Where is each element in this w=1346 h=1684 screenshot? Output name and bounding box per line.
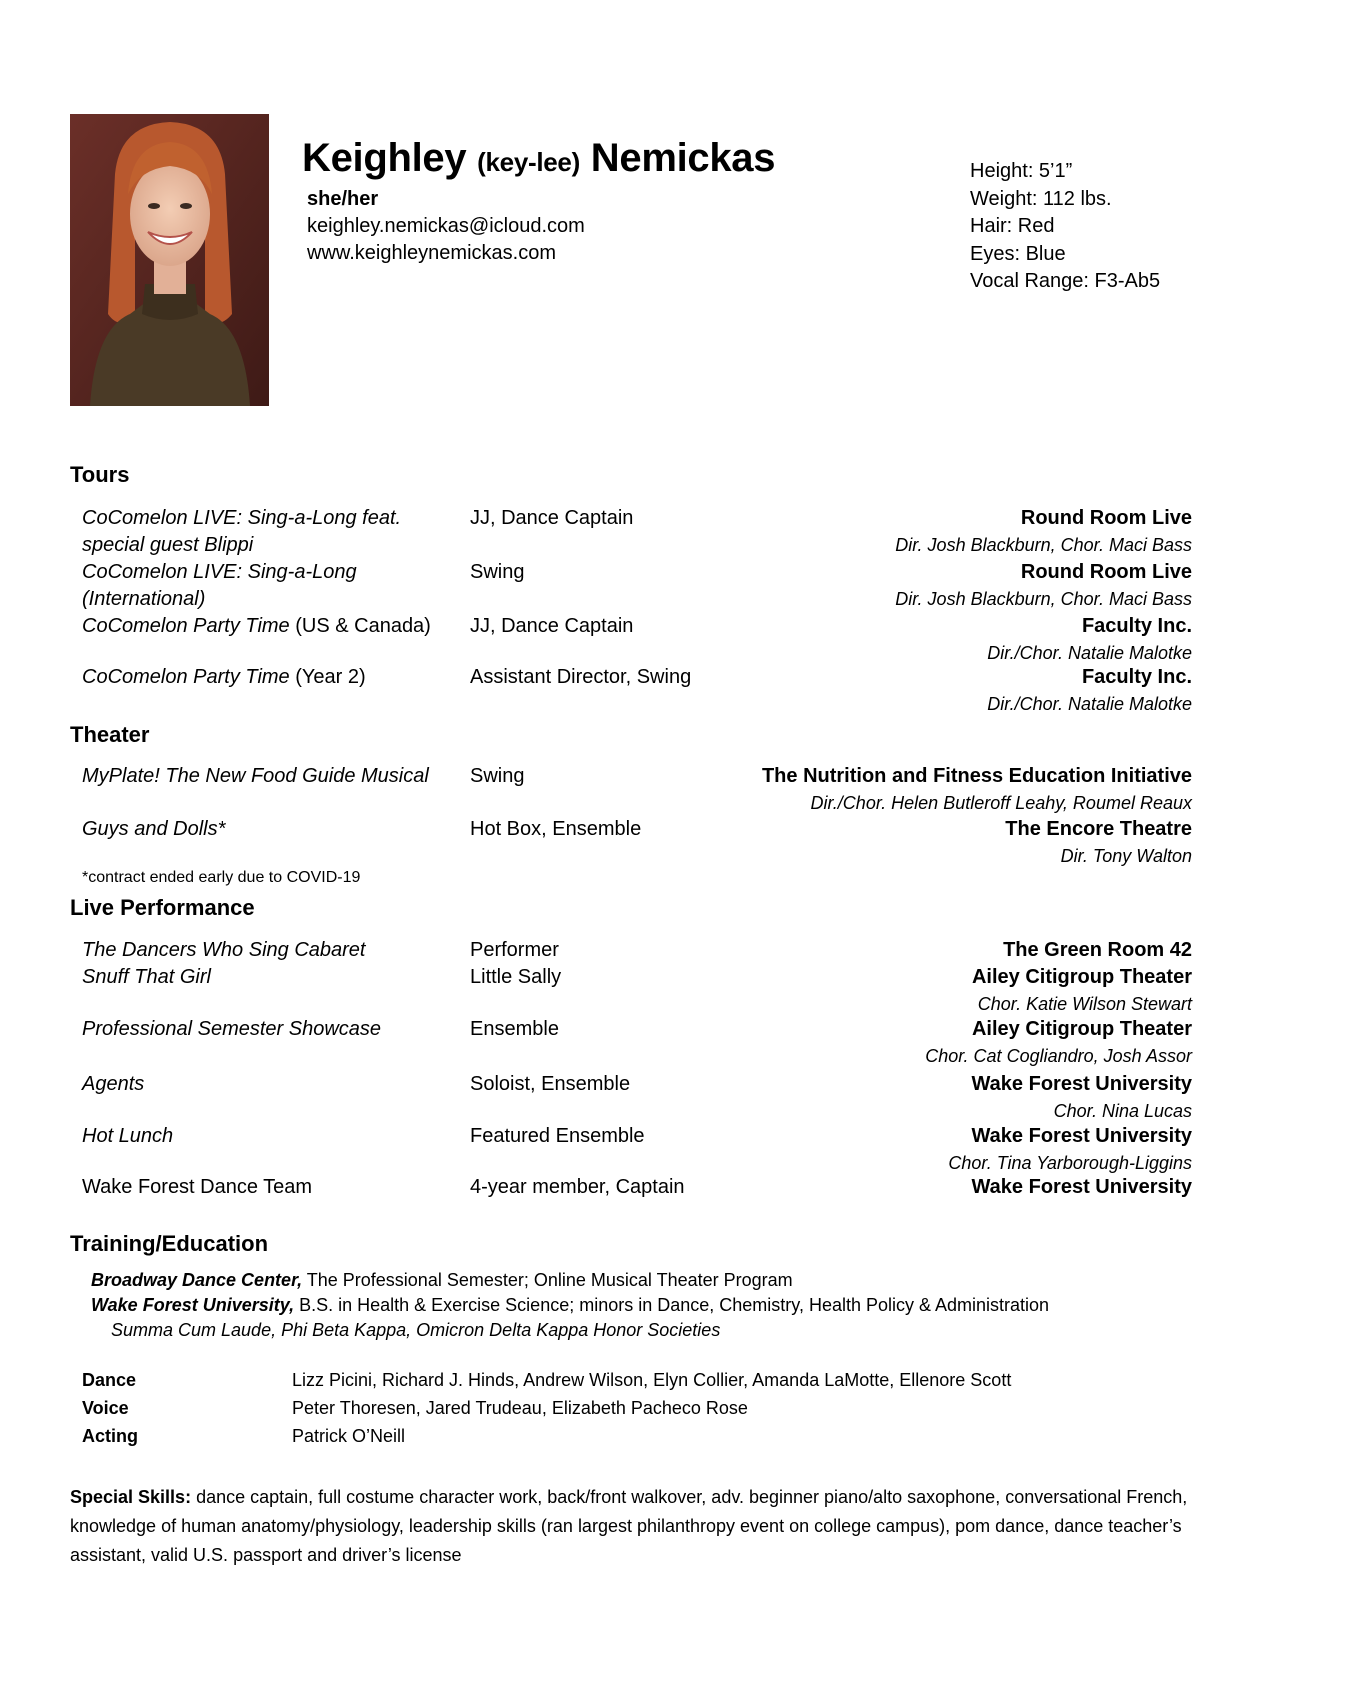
venue-director: Chor. Tina Yarborough-Liggins [948,1153,1192,1173]
credit-venue [987,613,1192,666]
teacher-category: Dance [82,1370,137,1390]
credit-show-suffix: (Year 2) [289,666,366,688]
credit-venue [1005,816,1192,869]
credit-role: Hot Box, Ensemble [470,818,642,840]
training-list [91,1268,1049,1343]
credit-show [82,559,462,613]
venue-name: Round Room Live [1020,561,1192,583]
venue-name: The Green Room 42 [1003,939,1192,961]
credit-venue [895,505,1192,558]
credit-show [82,664,462,691]
credit-role: Featured Ensemble [470,1125,645,1147]
training-item [91,1268,1049,1293]
physical-stats [970,158,1160,296]
credit-show: Snuff That Girl [82,966,211,988]
name-pronunciation: (key-lee) [477,147,580,177]
stat-eyes: Eyes: Blue [970,242,1066,265]
stat-hair: Hair: Red [970,215,1055,237]
venue-name: Wake Forest University [971,1125,1192,1147]
venue-director: Dir./Chor. Natalie Malotke [987,643,1192,663]
teacher-category: Acting [82,1426,138,1446]
credit-show: Agents [82,1073,145,1095]
performer-name [302,136,775,181]
credit-role: JJ, Dance Captain [470,615,634,637]
venue-name: Wake Forest University [971,1073,1192,1095]
teacher-category: Voice [82,1398,129,1418]
credit-role: Swing [470,561,525,583]
headshot-photo [70,114,269,406]
venue-director: Dir. Josh Blackburn, Chor. Maci Bass [895,535,1192,555]
credit-role: Little Sally [470,966,562,988]
pronouns: she/her [307,188,379,210]
credit-role: Assistant Director, Swing [470,666,692,688]
venue-name: Ailey Citigroup Theater [971,1018,1192,1040]
credit-show-line: CoComelon LIVE: Sing-a-Long [82,561,357,583]
section-title-theater: Theater [70,722,150,747]
venue-director: Chor. Cat Cogliandro, Josh Assor [925,1046,1192,1066]
credit-show-line: (International) [82,588,206,610]
stat-vocal-range: Vocal Range: F3-Ab5 [970,270,1161,292]
credit-show [82,613,462,640]
section-title-live-performance: Live Performance [70,895,255,920]
credit-show-title: CoComelon Party Time [82,615,290,637]
credit-show: MyPlate! The New Food Guide Musical [82,765,429,787]
venue-name: Faculty Inc. [1081,666,1192,688]
teacher-names: Peter Thoresen, Jared Trudeau, Elizabeth Pacheco Rose [292,1398,748,1418]
credit-role: JJ, Dance Captain [470,507,634,529]
credit-role: Ensemble [470,1018,559,1040]
credit-role: Soloist, Ensemble [470,1073,631,1095]
venue-director: Chor. Nina Lucas [1053,1101,1192,1121]
credit-venue [972,964,1192,1017]
credit-role: Performer [470,939,559,961]
training-detail: The Professional Semester; Online Musical Theater Program [302,1270,793,1290]
email-link[interactable]: keighley.nemickas@icloud.com [307,215,585,237]
credit-venue [987,664,1192,717]
credit-venue [895,559,1192,612]
teacher-names: Patrick O’Neill [292,1426,406,1446]
special-skills [70,1483,1210,1570]
first-name: Keighley [302,136,467,180]
teacher-names: Lizz Picini, Richard J. Hinds, Andrew Wilson, Elyn Collier, Amanda LaMotte, Ellenore Scott [292,1370,1012,1390]
credit-show-title: CoComelon Party Time [82,666,290,688]
venue-director: Dir./Chor. Natalie Malotke [987,694,1192,714]
training-item [91,1293,1049,1318]
credit-venue [948,1123,1192,1176]
venue-director: Dir. Tony Walton [1060,846,1192,866]
credit-show-line: CoComelon LIVE: Sing-a-Long feat. [82,507,402,529]
stat-height: Height: 5’1” [970,160,1073,182]
credit-role: Swing [470,765,525,787]
credit-show: Guys and Dolls* [82,818,226,840]
venue-name: Wake Forest University [971,1176,1192,1198]
training-school: Broadway Dance Center, [91,1270,303,1290]
venue-name: Faculty Inc. [1081,615,1192,637]
credit-venue [925,1016,1192,1069]
venue-name: Round Room Live [1020,507,1192,529]
credit-venue [972,1174,1192,1201]
special-skills-label: Special Skills: [70,1487,192,1507]
credit-show: Professional Semester Showcase [82,1018,382,1040]
credit-role: 4-year member, Captain [470,1176,685,1198]
credit-show: The Dancers Who Sing Cabaret [82,939,366,961]
credit-show [82,505,462,559]
training-school: Wake Forest University, [91,1295,295,1315]
venue-director: Chor. Katie Wilson Stewart [977,994,1192,1014]
headshot-illustration [70,114,269,406]
venue-name: Ailey Citigroup Theater [971,966,1192,988]
credit-venue [762,763,1192,816]
venue-director: Dir. Josh Blackburn, Chor. Maci Bass [895,589,1192,609]
stat-weight: Weight: 112 lbs. [970,187,1112,210]
training-honors: Summa Cum Laude, Phi Beta Kappa, Omicron Delta Kappa Honor Societies [111,1320,721,1340]
credit-show: Wake Forest Dance Team [82,1176,313,1198]
credit-venue [972,1071,1192,1124]
contact-info [307,186,585,267]
credit-show-line: special guest Blippi [82,534,254,556]
credit-show-suffix: (US & Canada) [289,615,431,637]
venue-director: Dir./Chor. Helen Butleroff Leahy, Roumel Reaux [810,793,1192,813]
last-name: Nemickas [590,136,776,180]
venue-name: The Nutrition and Fitness Education Initiative [761,765,1192,787]
section-title-tours: Tours [70,462,130,487]
special-skills-text: dance captain, full costume character work, back/front walkover, adv. beginner piano/alto saxophone, conversational French, knowledge of human anatomy/physiology, leadership skills (ran largest philanthropy event on college campus), pom dance, dance teacher’s assistant, valid U.S. passport and driver’s license [70,1487,1188,1565]
website-link[interactable]: www.keighleynemickas.com [307,242,556,264]
section-title-training: Training/Education [70,1231,269,1256]
credit-show: Hot Lunch [82,1125,174,1147]
credit-venue [1003,937,1192,964]
venue-name: The Encore Theatre [1005,818,1192,840]
training-detail: B.S. in Health & Exercise Science; minors in Dance, Chemistry, Health Policy & Administration [294,1295,1050,1315]
theater-footnote: *contract ended early due to COVID-19 [82,869,361,886]
